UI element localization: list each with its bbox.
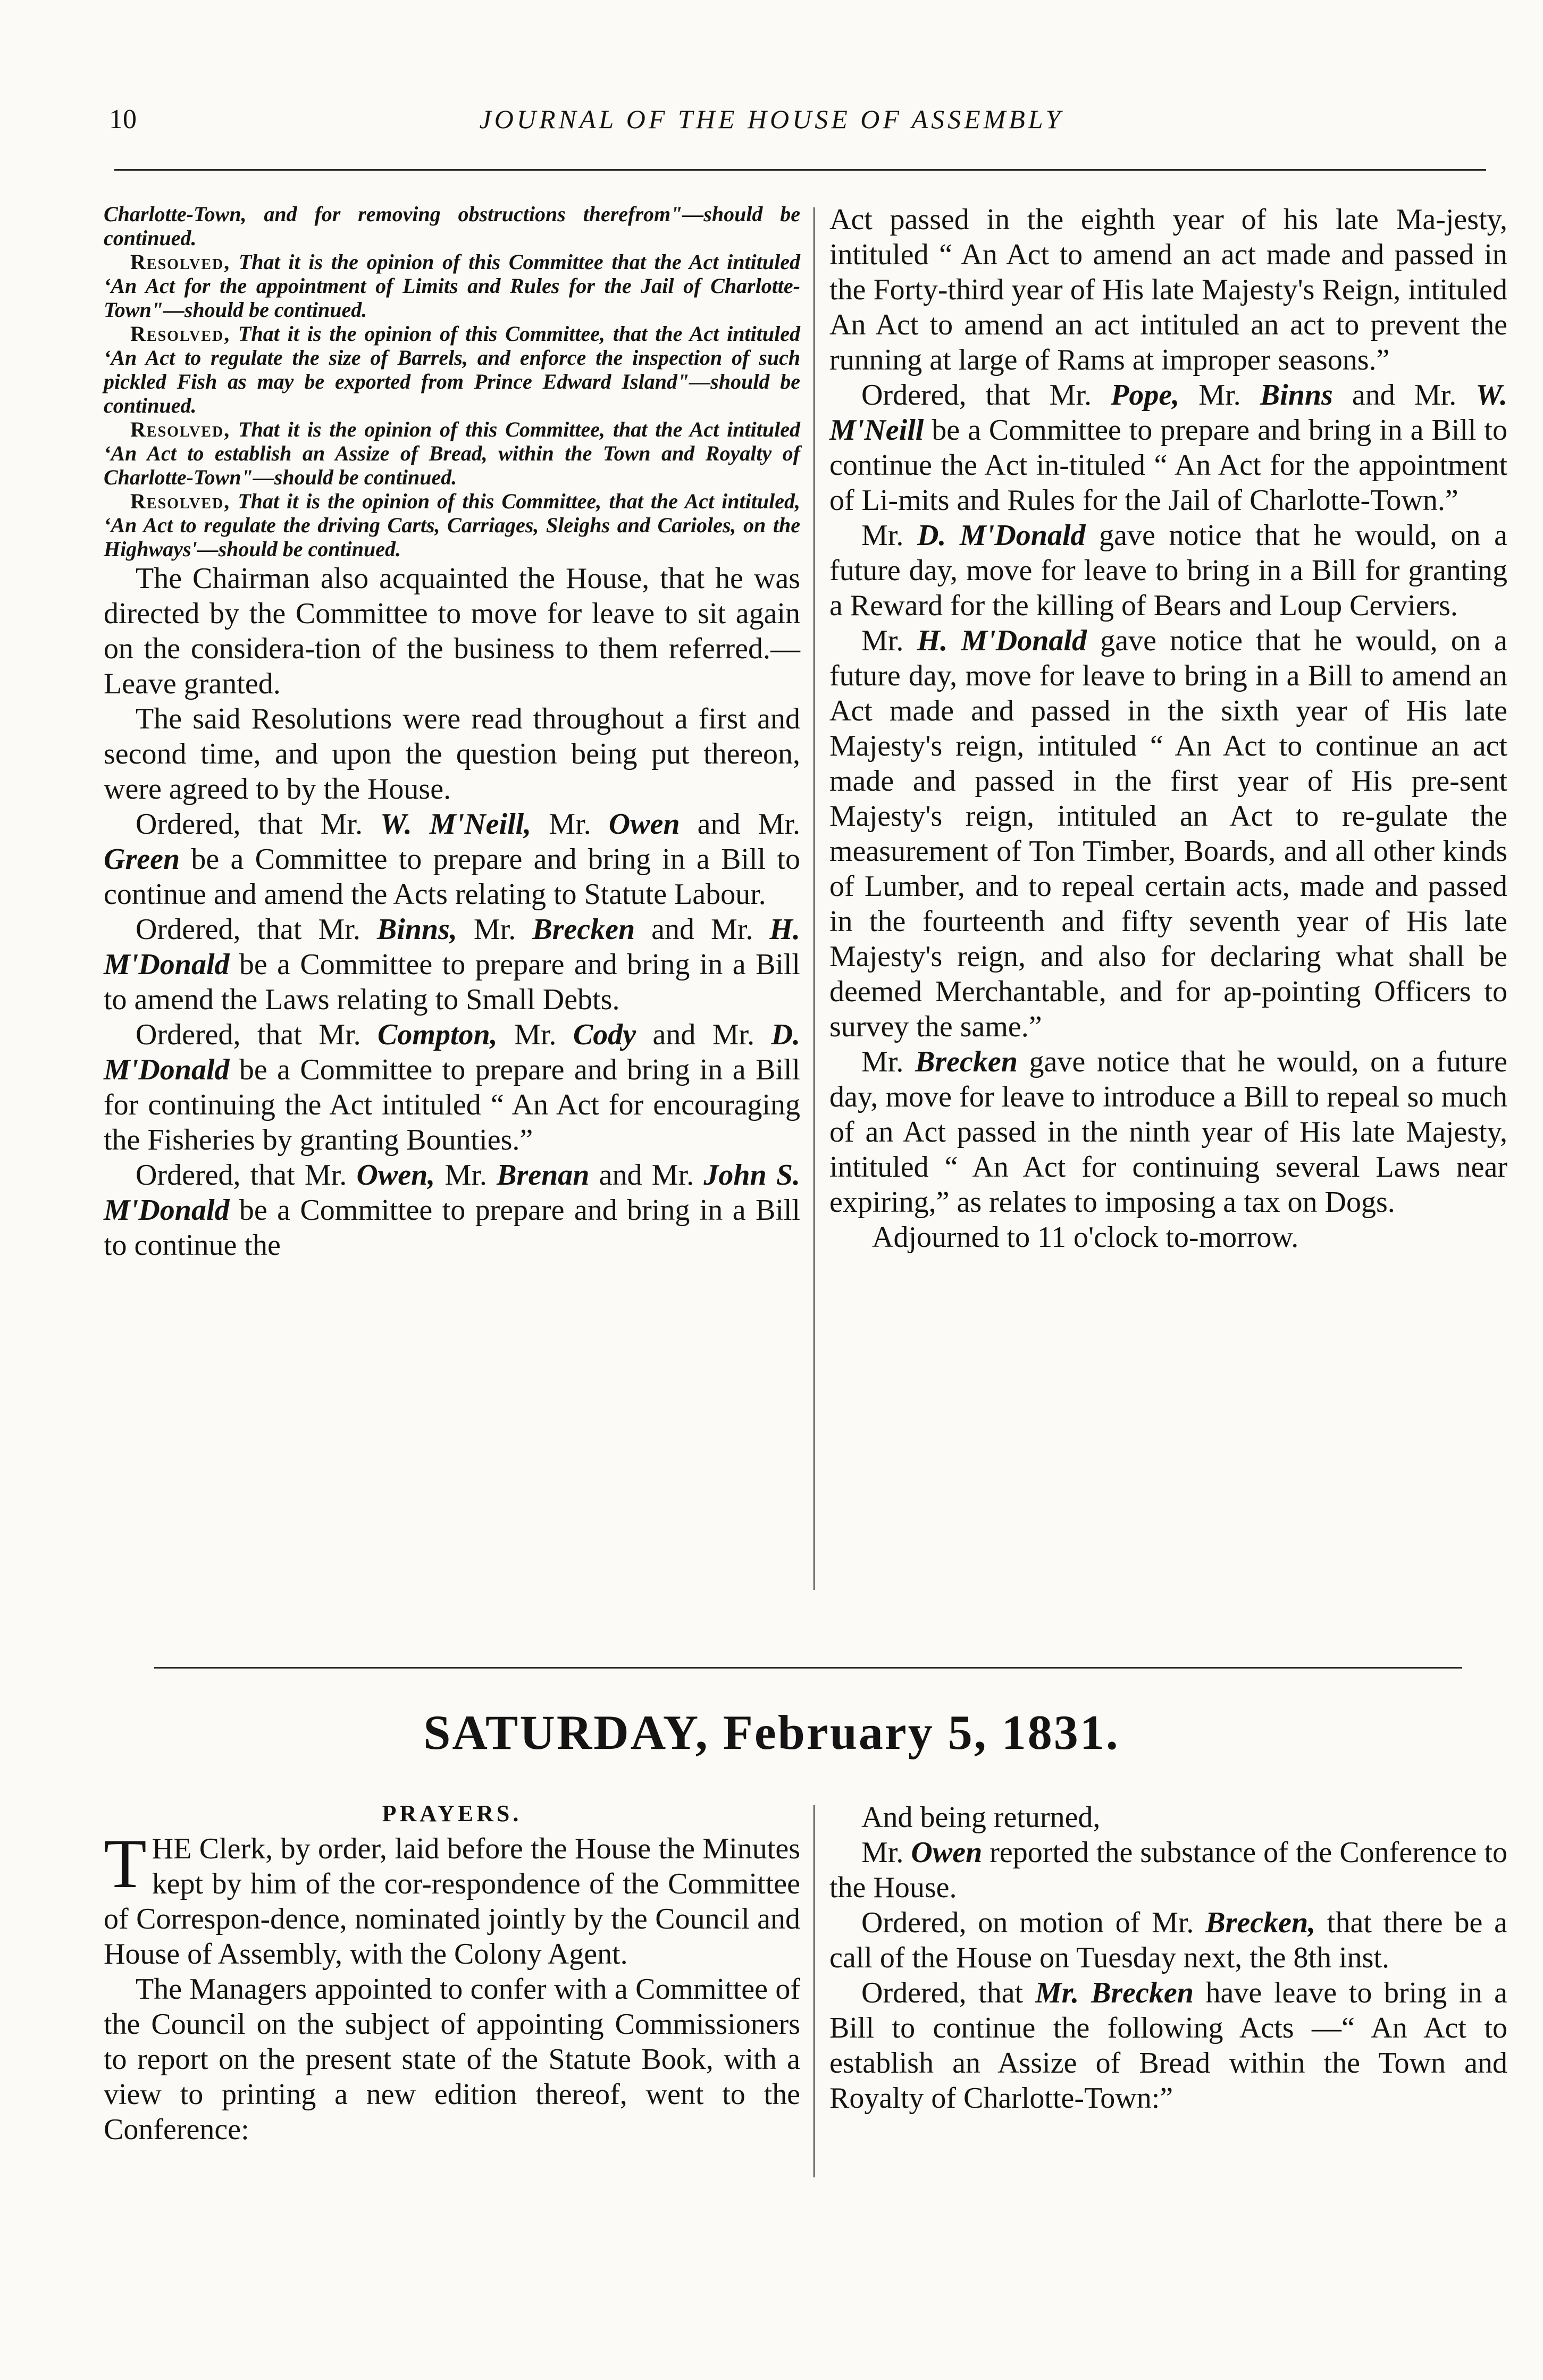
section-rule xyxy=(154,1667,1462,1669)
adjournment: Adjourned to 11 o'clock to-morrow. xyxy=(872,1221,1299,1254)
top-left-column xyxy=(104,202,800,1263)
bottom-left-column xyxy=(104,1800,800,2147)
page-number: 10 xyxy=(109,104,137,135)
paragraph: Mr. Brecken gave notice that he would, on a future day, move for leave to introduce a Bill to repeal so much of an Act passed in the ninth year of His late Majesty, intituled “ An Act for continuing several Laws near expiring,” as relates to imposing a tax on Dogs. xyxy=(829,1045,1508,1219)
paragraph: Ordered, that Mr. Compton, Mr. Cody and Mr. D. M'Donald be a Committee to prepare and bring in a Bill for continuing the Act intituled “ An Act for encouraging the Fisheries by granting Bounties.” xyxy=(104,1018,800,1157)
header-rule xyxy=(114,169,1486,171)
resolution: Resolved, That it is the opinion of this Committee, that the Act intituled ‘An Act to regulate the size of Barrels, and enforce the inspection of such pickled Fish as may be exported from Prince Edward Island"—should be continued. xyxy=(104,322,800,417)
paragraph: The Chairman also acquainted the House, that he was directed by the Committee to move for leave to sit again on the considera-tion of the business to them referred.—Leave granted. xyxy=(104,562,800,700)
paragraph: And being returned, xyxy=(861,1801,1101,1834)
top-right-column xyxy=(829,202,1507,1255)
drop-cap: T xyxy=(104,1824,147,1903)
paragraph: Mr. H. M'Donald gave notice that he would, on a future day, move for leave to bring in a Bill to amend an Act made and passed in the sixth year of His late Majesty's reign, intituled “ An Act to continue an act made and passed in the first year of His pre-sent Majesty's reign, intituled an Act to re-gulate the measurement of Ton Timber, Boards, and all other kinds of Lumber, and to repeal certain acts, made and passed in the fourteenth and fifty seventh year of His late Majesty's reign, and also for declaring what shall be deemed Merchantable, and for ap-pointing Officers to survey the same.” xyxy=(829,624,1507,1043)
paragraph: Mr. Owen reported the substance of the Conference to the House. xyxy=(829,1836,1507,1904)
running-title: JOURNAL OF THE HOUSE OF ASSEMBLY xyxy=(479,104,1064,134)
prayers-heading: PRAYERS. xyxy=(382,1800,522,1826)
resolution-continued: Charlotte-Town, and for removing obstructions therefrom"—should be continued. xyxy=(104,202,800,250)
paragraph: The said Resolutions were read throughout a first and second time, and upon the question being put thereon, were agreed to by the House. xyxy=(104,702,800,806)
bottom-right-column xyxy=(829,1800,1507,2116)
paragraph: The Managers appointed to confer with a Committee of the Council on the subject of appointing Commissioners to report on the present state of the Statute Book, with a view to printing a new edition thereof, went to the Conference: xyxy=(104,1973,800,2146)
paragraph: Ordered, that Mr. Owen, Mr. Brenan and Mr. John S. M'Donald be a Committee to prepare and bring in a Bill to continue the xyxy=(104,1159,800,1262)
column-divider-top xyxy=(814,207,815,1590)
resolution: Resolved, That it is the opinion of this Committee, that the Act intituled ‘An Act to establish an Assize of Bread, within the Town and Royalty of Charlotte-Town"—should be continued. xyxy=(104,417,800,489)
paragraph: Ordered, that Mr. Pope, Mr. Binns and Mr. W. M'Neill be a Committee to prepare and bring in a Bill to continue the Act in-tituled “ An Act for the appointment of Li-mits and Rules for the Jail of Charlotte-Town.” xyxy=(829,379,1507,517)
resolution: Resolved, That it is the opinion of this Committee that the Act intituled ‘An Act for the appointment of Limits and Rules for the Jail of Charlotte-Town"—should be continued. xyxy=(104,250,800,322)
column-divider-bottom xyxy=(814,1805,815,2177)
paragraph: Ordered, on motion of Mr. Brecken, that there be a call of the House on Tuesday next, the 8th inst. xyxy=(829,1906,1508,1974)
paragraph: THE Clerk, by order, laid before the House the Minutes kept by him of the cor-respondence of the Committee of Correspon-dence, nominated jointly by the Council and House of Assembly, with the Colony Agent. xyxy=(104,1824,800,1971)
day-heading: SATURDAY, February 5, 1831. xyxy=(423,1705,1120,1759)
paragraph: Mr. D. M'Donald gave notice that he would, on a future day, move for leave to bring in a Bill for granting a Reward for the killing of Bears and Loup Cerviers. xyxy=(829,519,1507,622)
paragraph: Ordered, that Mr. W. M'Neill, Mr. Owen and Mr. Green be a Committee to prepare and bring in a Bill to continue and amend the Acts relating to Statute Labour. xyxy=(104,808,800,911)
paragraph: Ordered, that Mr. Binns, Mr. Brecken and Mr. H. M'Donald be a Committee to prepare and bring in a Bill to amend the Laws relating to Small Debts. xyxy=(104,913,800,1016)
resolution: Resolved, That it is the opinion of this Committee, that the Act intituled, ‘An Act to regulate the driving Carts, Carriages, Sleighs and Carioles, on the Highways'—should be continued. xyxy=(104,489,800,561)
paragraph: Act passed in the eighth year of his late Ma-jesty, intituled “ An Act to amend an act made and passed in the Forty-third year of His late Majesty's Reign, intituled An Act to amend an act intituled an act to prevent the running at large of Rams at improper seasons.” xyxy=(829,203,1507,376)
paragraph: Ordered, that Mr. Brecken have leave to bring in a Bill to continue the following Acts —“ An Act to establish an Assize of Bread within the Town and Royalty of Charlotte-Town:” xyxy=(829,1976,1508,2115)
page-header xyxy=(0,104,1543,141)
